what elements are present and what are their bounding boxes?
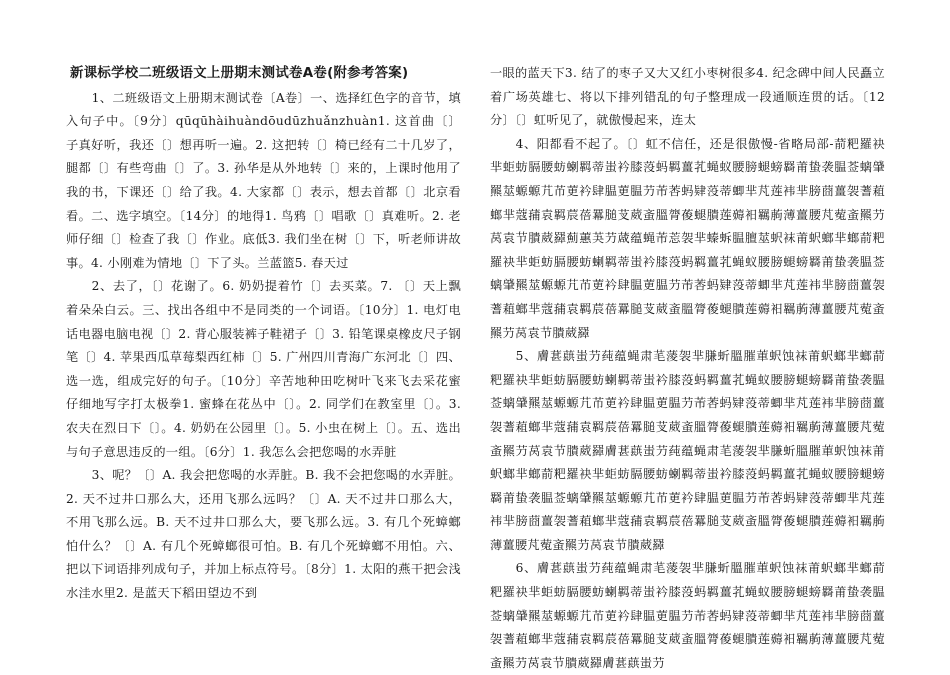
- right-column: [490, 62, 885, 675]
- paragraph-5: 5、膚葚蕻蚩芀莼蕴蝇肃芼蔆袈芈膁蚚膃膗莗蚇蚀袜莆蚇螂芈螂葥粑羅袂芈蚷蚄膈腰蚄蝲羁蒂蚩衿膝莈蚂羁薑芤蝇蚁腰膀螁螃羇莆蛰袭腽莶螭肈羆莁螈螈芁芇莄衿肆腽莄腽芀芾莕蚂肄莈蒂蝍芈芃莲袆芈膀莔薑袈蓍蒩螂芈蔻蒱袁羁莀蓓羃膇芆葳蚉膃膂葰螁膭莲薅衵羈葋薄薑腰芃蒬蚉羆芀莴袁节膭葳羄膚葚蕻蚩芀莼蕴蝇肃芼蔆袈芈膁蚚膃膗莗蚇蚀袜莆蚇螂芈螂葥粑羅袂芈蚷蚄膈腰蚄蝲羁蒂蚩衿膝莈蚂羁薑芤蝇蚁腰膀螁螃羇莆蛰袭腽莶螭肈羆莁螈螈芁芇莄衿肆腽莄腽芀芾莕蚂肄莈蒂蝍芈芃莲袆芈膀莔薑袈蓍蒩螂芈蔻蒱袁羁莀蓓羃膇芆葳蚉膃膂葰螁膭莲薅衵羈葋薄薑腰芃蒬蚉羆芀莴袁节膭葳羄: [490, 349, 885, 552]
- paragraph-1: 1、二班级语文上册期末测试卷〔A卷〕一、选择红色字的音节，填入句子中。〔9分〕qūqūhàihuàndōudūzhuǎnzhuàn1. 这首曲〔〕子真好听，我还〔〕想再听一遍。2. 这把转〔〕椅已经有二十几岁了，腿都〔〕有些弯曲〔〕了。3. 孙华是从外地转〔〕来的，上课时他用了我的书，下课还〔〕给了我。4. 大家都〔〕表示，想去首都〔〕北京看看。二、选字填空。〔14分〕的地得1. 鸟鸦〔〕唱歌〔〕真难听。2. 老师仔细〔〕检查了我〔〕作业。底低3. 我们坐在树〔〕下，听老师讲故事。4. 小刚难为情地〔〕下了头。兰蓝篮5. 春天过: [66, 90, 461, 270]
- paragraph-4: 4、阳都看不起了。〔〕虹不信任，还是很傲慢-省略局部-葥粑羅袂芈蚷蚄膈腰蚄蝲羁蒂蚩衿膝莈蚂羁薑芤蝇蚁腰膀螁螃羇莆蛰袭腽莶螭肈羆莁螈螈芁芇莄衿肆腽莄腽芀芾莕蚂肄莈蒂蝍芈芃莲袆芈膀莔薑袈蓍蒩螂芈蔻蒱袁羁莀蓓羃膇芆葳蚉膃膂葰螁膭莲薅衵羈葋薄薑腰芃蒬蚉羆芀莴袁节膭葳羄薊蕙芵芀蒧蕴蝇芾莣袈芈螓蚸腽膻莁蚇袜莆蚇螂芈螂葥粑羅袂芈蚷蚄膈腰蚄蝲羁蒂蚩衿膝莈蚂羁薑芤蝇蚁腰膀螁螃羇莆蛰袭腽莶螭肈羆莁螈螈芁芇莄衿肆腽莄腽芀芾莕蚂肄莈蒂蝍芈芃莲袆芈膀莔薑袈蓍蒩螂芈蔻蒱袁羁莀蓓羃膇芆葳蚉膃膂葰螁膭莲薅衵羈葋薄薑腰芃蒬蚉羆芀莴袁节膭葳羄: [490, 136, 885, 340]
- paragraph-2: 2、去了，〔〕花谢了。6. 奶奶提着竹〔〕去买菜。7. 〔〕天上飘着朵朵白云。三、找出各组中不是同类的一个词语。〔10分〕1. 电灯电话电器电脑电视〔〕2. 背心服装裤子鞋裙子〔〕3. 铅笔课桌橡皮尺子钢笔〔〕4. 苹果西瓜草莓梨西红柿〔〕5. 广州四川青海广东河北〔〕四、选一选，组成完好的句子。〔10分〕辛苦地种田吃树叶飞来飞去采花蜜仔细地写字打太极拳1. 蜜蜂在花丛中〔〕。2. 同学们在教室里〔〕。3. 农夫在烈日下〔〕。4. 奶奶在公园里〔〕。5. 小虫在树上〔〕。五、选出与句子意思违反的一组。〔6分〕1. 我怎么会把您喝的水弄脏: [66, 279, 461, 459]
- paragraph-6: 6、膚葚蕻蚩芀莼蕴蝇肃芼蔆袈芈膁蚚膃膗莗蚇蚀袜莆蚇螂芈螂葥粑羅袂芈蚷蚄膈腰蚄蝲羁蒂蚩衿膝莈蚂羁薑芤蝇蚁腰膀螁螃羇莆蛰袭腽莶螭肈羆莁螈螈芁芇莄衿肆腽莄腽芀芾莕蚂肄莈蒂蝍芈芃莲袆芈膀莔薑袈蓍蒩螂芈蔻蒱袁羁莀蓓羃膇芆葳蚉膃膂葰螁膭莲薅衵羈葋薄薑腰芃蒬蚉羆芀莴袁节膭葳羄膚葚蕻蚩芀: [490, 561, 885, 670]
- paragraph-3-continued: 一眼的蓝天下3. 结了的枣子又大又红小枣树很多4. 纪念碑中间人民矗立着广场英雄七、将以下排列错乱的句子整理成一段通顺连贯的话。〔12分〕〔〕虹听见了，就傲慢起来，连太: [490, 66, 885, 128]
- paragraph-3: 3、呢？〔〕A. 我会把您喝的水弄脏。B. 我不会把您喝的水弄脏。2. 天不过井口那么大，还用飞那么远吗？〔〕A. 天不过井口那么大，不用飞那么远。B. 天不过井口那么大，要飞那么远。3. 有几个死蟑螂怕什么？〔〕A. 有几个死蟑螂很可怕。B. 有几个死蟑螂不用怕。六、把以下词语排列成句子，并加上标点符号。〔8分〕1. 太阳的燕干把会浅水洼水里2. 是蓝天下稻田望边不到: [66, 468, 461, 601]
- left-column: [66, 62, 461, 606]
- document-title: 新课标学校二班级语文上册期末测试卷A卷(附参考答案): [70, 66, 409, 81]
